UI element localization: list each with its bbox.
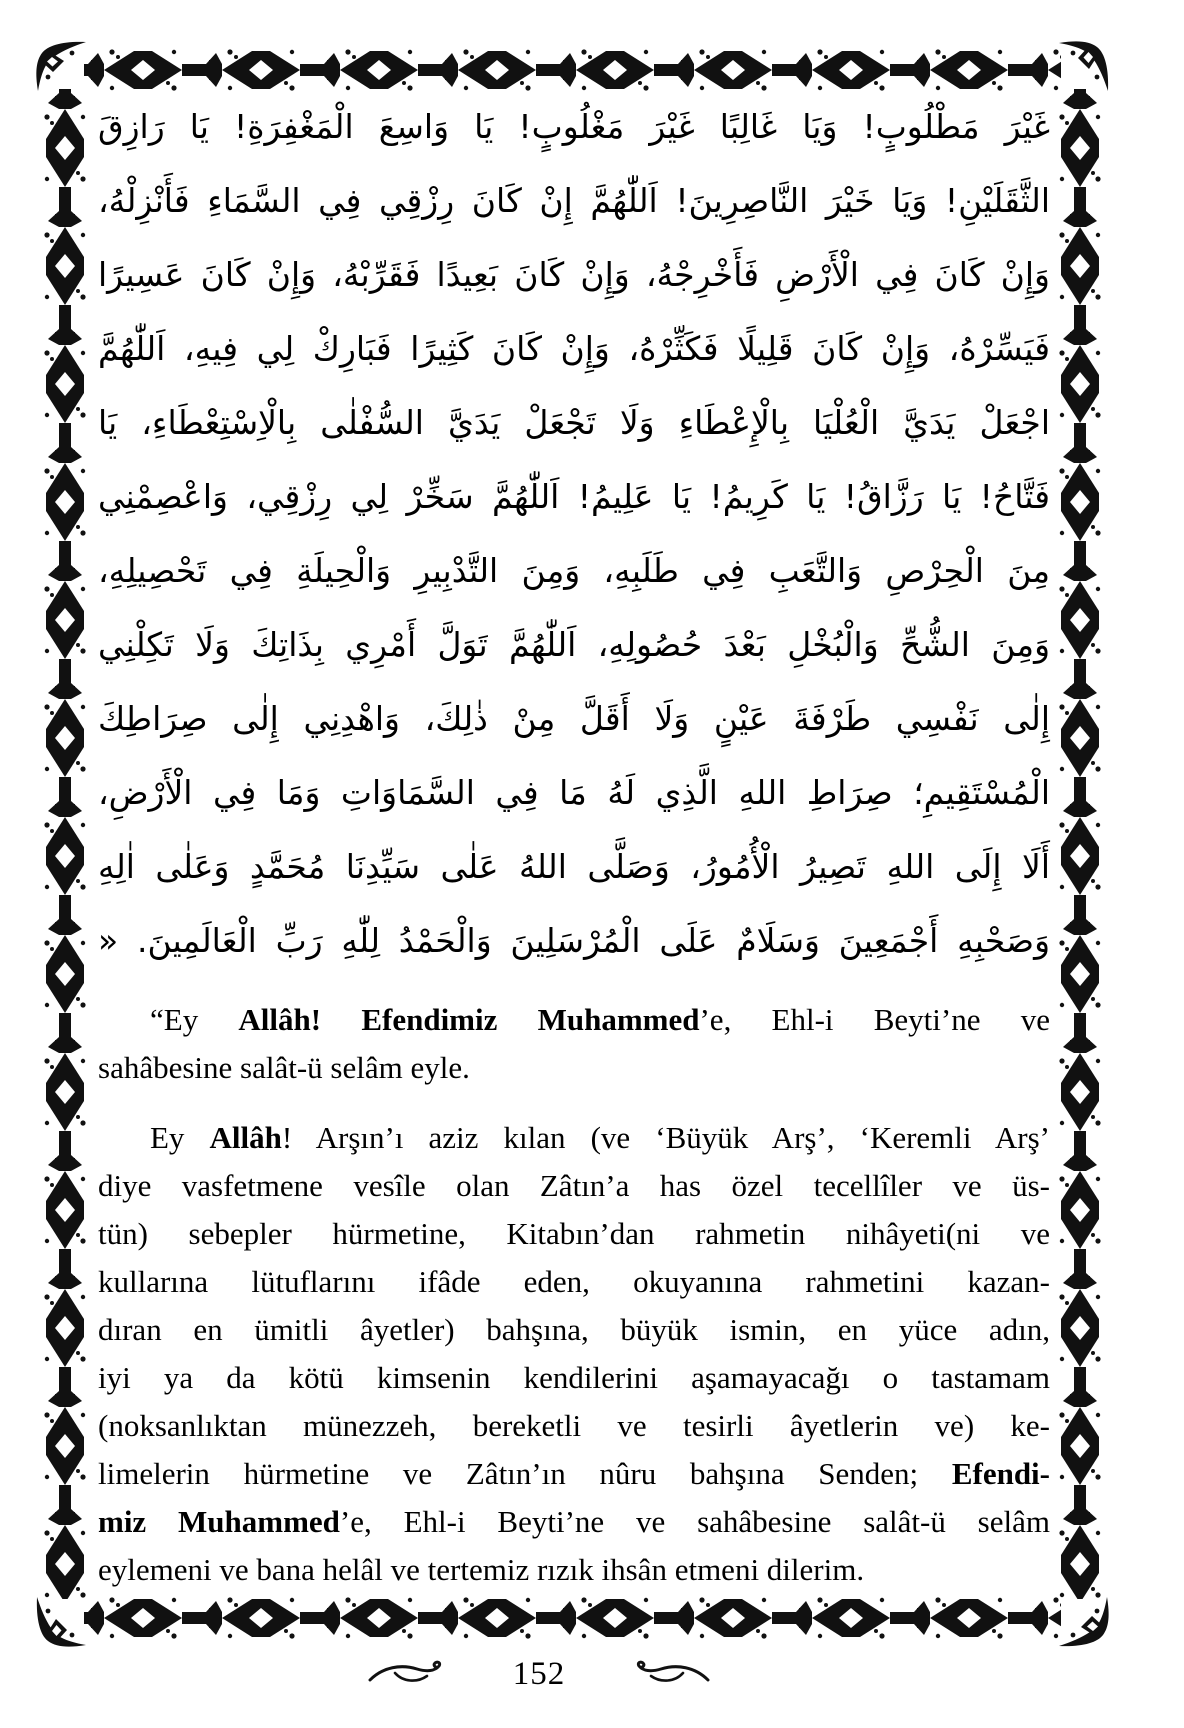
arabic-line: فَتَّاحُ! يَا رَزَّاقُ! يَا كَرِيمُ! يَا عَلِيمُ! اَللّٰهُمَّ سَخِّرْ لِي رِزْقِي، وَاعْصِمْنِي xyxy=(98,477,1050,516)
arabic-line: وَصَحْبِهِ أَجْمَعِينَ وَسَلَامٌ عَلَى الْمُرْسَلِينَ وَالْحَمْدُ لِلّٰهِ رَبِّ الْعَالَمِينَ. « xyxy=(98,921,1050,960)
arabic-line: فَيَسِّرْهُ، وَإِنْ كَانَ قَلِيلًا فَكَثِّرْهُ، وَإِنْ كَانَ كَثِيرًا فَبَارِكْ لِي فِيهِ، اَللّٰهُمَّ xyxy=(98,329,1050,368)
page-number: 152 xyxy=(512,1656,566,1692)
text-run: miz Muhammed xyxy=(98,1504,340,1539)
arabic-line: وَإِنْ كَانَ فِي الْأَرْضِ فَأَخْرِجْهُ، وَإِنْ كَانَ بَعِيدًا فَقَرِّبْهُ، وَإِنْ كَانَ عَسِيرًا xyxy=(98,255,1050,294)
page-footer xyxy=(63,1656,1015,1693)
arabic-line: أَلَا إِلَى اللهِ تَصِيرُ الْأُمُورُ، وَصَلَّى اللهُ عَلٰى سَيِّدِنَا مُحَمَّدٍ وَعَلٰى اٰلِهِ xyxy=(98,847,1050,886)
text-run: dıran en ümitli âyetler) bahşına, büyük ismin, en yüce adın, xyxy=(98,1312,1050,1347)
arabic-line: مِنَ الْحِرْصِ وَالتَّعَبِ فِي طَلَبِهِ، وَمِنَ التَّدْبِيرِ وَالْحِيلَةِ فِي تَحْصِيلِهِ، xyxy=(98,551,1050,590)
ornamental-border-right xyxy=(1055,89,1105,1599)
arabic-line: وَمِنَ الشُّحِّ وَالْبُخْلِ بَعْدَ حُصُولِهِ، اَللّٰهُمَّ تَوَلَّ أَمْرِي بِذَاتِكَ وَلَا تَكِلْنِي xyxy=(98,625,1050,664)
ornamental-border-bottom xyxy=(84,1593,1061,1643)
turkish-line xyxy=(98,1402,1050,1450)
arabic-text xyxy=(98,90,1050,978)
turkish-line xyxy=(98,1450,1050,1498)
turkish-line xyxy=(98,1306,1050,1354)
text-run: “Ey xyxy=(150,1002,239,1037)
ornamental-border-top xyxy=(84,45,1061,95)
corner-ornament-icon xyxy=(34,1593,90,1649)
text-run: ’e, Ehl-i Beyti’ne ve xyxy=(699,1002,1050,1037)
turkish-paragraph xyxy=(98,1114,1050,1594)
turkish-line xyxy=(98,1498,1050,1546)
arabic-line: غَيْرَ مَطْلُوبٍ! وَيَا غَالِبًا غَيْرَ مَغْلُوبٍ! يَا وَاسِعَ الْمَغْفِرَةِ! يَا رَازِقَ xyxy=(98,107,1050,146)
page-content xyxy=(98,90,1050,1594)
text-run: kullarına lütuflarını ifâde eden, okuyanına rahmetini kazan- xyxy=(98,1264,1050,1299)
text-run: tün) sebepler hürmetine, Kitabın’dan rahmetin nihâyeti(ni ve xyxy=(98,1216,1050,1251)
turkish-line xyxy=(98,1114,1050,1162)
ornamental-border-left xyxy=(40,89,90,1599)
turkish-text xyxy=(98,996,1050,1594)
turkish-line xyxy=(98,1162,1050,1210)
text-run: Allâh! Efendimiz Muhammed xyxy=(238,1002,700,1037)
arabic-line: إِلٰى نَفْسِي طَرْفَةَ عَيْنٍ وَلَا أَقَلَّ مِنْ ذٰلِكَ، وَاهْدِنِي إِلٰى صِرَاطِكَ xyxy=(98,699,1050,738)
text-run: diye vasfetmene vesîle olan Zâtın’a has özel tecellîler ve üs- xyxy=(98,1168,1050,1203)
corner-ornament-icon xyxy=(1055,1593,1111,1649)
corner-ornament-icon xyxy=(1055,39,1111,95)
text-run: ! Arşın’ı aziz kılan (ve ‘Büyük Arş’, ‘Keremli Arş’ xyxy=(281,1120,1051,1155)
text-run: eylemeni ve bana helâl ve tertemiz rızık ihsân etmeni dilerim. xyxy=(98,1552,865,1587)
turkish-line xyxy=(98,1258,1050,1306)
turkish-line xyxy=(98,996,1050,1044)
text-run: sahâbesine salât-ü selâm eyle. xyxy=(98,1050,470,1085)
flourish-left-icon xyxy=(367,1660,455,1690)
corner-ornament-icon xyxy=(34,39,90,95)
turkish-line xyxy=(98,1044,1050,1092)
arabic-line: اجْعَلْ يَدَيَّ الْعُلْيَا بِالْإِعْطَاءِ وَلَا تَجْعَلْ يَدَيَّ السُّفْلٰى بِالْاِسْتِعْطَاءِ، يَا xyxy=(98,403,1050,442)
text-run: (noksanlıktan münezzeh, bereketli ve tesirli âyetlerin ve) ke- xyxy=(98,1408,1050,1443)
turkish-line xyxy=(98,1354,1050,1402)
arabic-line: الثَّقَلَيْنِ! وَيَا خَيْرَ النَّاصِرِينَ! اَللّٰهُمَّ إِنْ كَانَ رِزْقِي فِي السَّمَاءِ فَأَنْزِلْهُ، xyxy=(98,181,1050,220)
flourish-right-icon xyxy=(623,1660,711,1690)
text-run: Allâh xyxy=(209,1120,282,1155)
text-run: limelerin hürmetine ve Zâtın’ın nûru bahşına Senden; xyxy=(98,1456,952,1491)
text-run: iyi ya da kötü kimsenin kendilerini aşamayacağı o tastamam xyxy=(98,1360,1050,1395)
text-run: Efendi- xyxy=(951,1456,1050,1491)
text-run: Ey xyxy=(150,1120,210,1155)
arabic-line: الْمُسْتَقِيمِ؛ صِرَاطِ اللهِ الَّذِي لَهُ مَا فِي السَّمَاوَاتِ وَمَا فِي الْأَرْضِ، xyxy=(98,773,1050,812)
text-run: ’e, Ehl-i Beyti’ne ve sahâbesine salât-ü selâm xyxy=(339,1504,1050,1539)
turkish-line xyxy=(98,1210,1050,1258)
turkish-line xyxy=(98,1546,1050,1594)
turkish-paragraph xyxy=(98,996,1050,1092)
